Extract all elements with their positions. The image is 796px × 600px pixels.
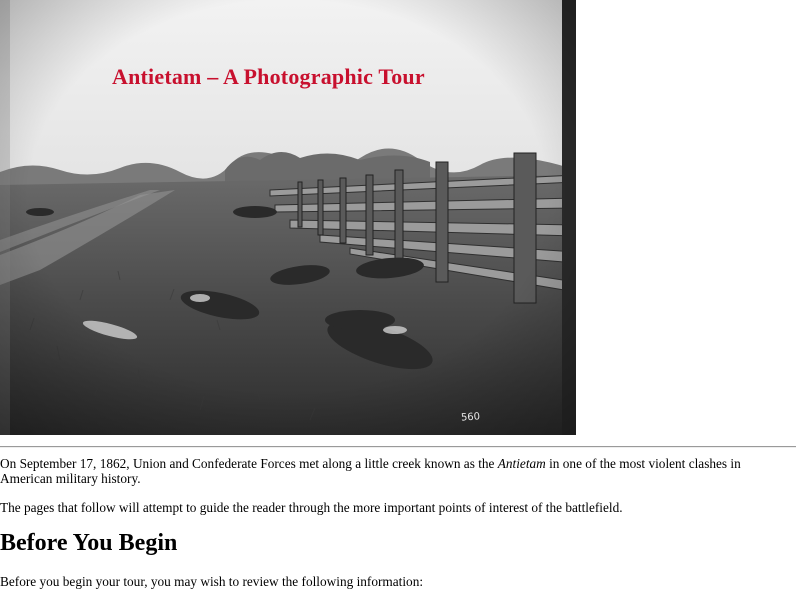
photo-plate-number: 560 (460, 411, 481, 424)
antietam-term: Antietam (497, 456, 546, 471)
intro-text-start: On September 17, 1862, Union and Confederate Forces met along a little creek known as the (0, 456, 498, 471)
horizontal-divider (0, 446, 796, 448)
tour-title: Antietam – A Photographic Tour (112, 64, 425, 89)
section-heading: Before You Begin (0, 530, 178, 556)
intro-text-end: in one of the most violent clashes in American military history. (0, 456, 741, 486)
guide-paragraph: The pages that follow will attempt to guide the reader through the more important points of interest of the battlefield. (0, 500, 623, 515)
main-content (0, 456, 796, 589)
intro-paragraph (0, 456, 790, 486)
before-you-begin-paragraph: Before you begin your tour, you may wish to review the following information: (0, 574, 424, 589)
